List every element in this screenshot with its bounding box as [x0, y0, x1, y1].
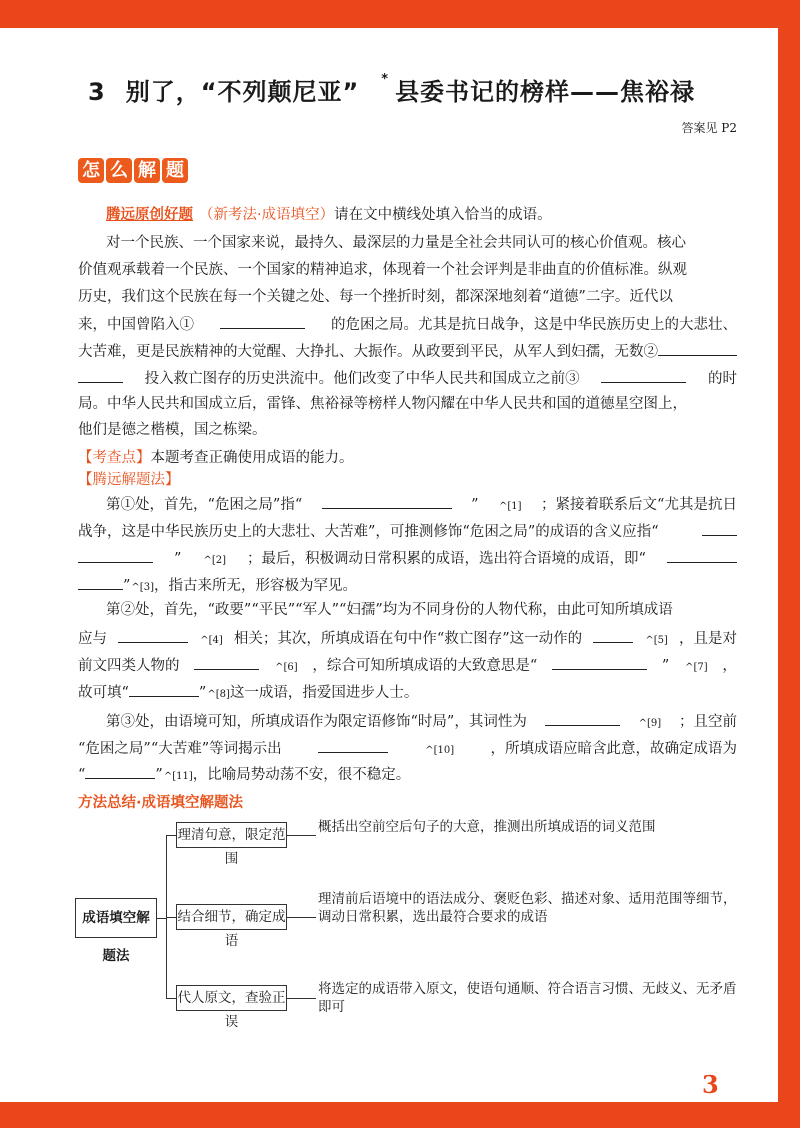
star-mark: *: [381, 72, 390, 87]
badge-char: 么: [106, 158, 132, 183]
fill-in-blank: [118, 626, 188, 643]
text-line: [78, 762, 737, 784]
text-segment: 的时: [707, 371, 737, 387]
text-line: [78, 232, 737, 254]
question-tag: （新考法·成语填空）: [199, 207, 335, 223]
text-segment: ；且空前: [679, 714, 737, 730]
text-line: [78, 709, 737, 731]
connector-line: [157, 918, 166, 919]
footnote-marker: ^[8]: [207, 689, 230, 700]
text-line: [78, 259, 737, 281]
footnote-marker: ^[6]: [275, 662, 298, 673]
connector-line: [166, 917, 176, 918]
lesson-title-part1: 别了，“不列颠尼亚”: [125, 78, 360, 106]
page-number: 3: [702, 1070, 719, 1099]
key-point: [78, 446, 354, 467]
connector-line: [287, 835, 316, 836]
text-segment: “: [78, 767, 86, 783]
text-line: [78, 366, 737, 388]
branch-description: 概括出空前空后句子的大意，推测出所填成语的词义范围: [318, 819, 656, 835]
text-line: [78, 680, 737, 702]
text-line: [78, 339, 737, 361]
diagram-branch: 结合细节，确定成语: [176, 904, 287, 930]
text-segment: 对一个民族、一个国家来说，最持久、最深层的力量是全社会共同认可的核心价值观。核心: [106, 235, 686, 251]
fill-in-blank: [78, 573, 123, 590]
text-segment: 局。中华人民共和国成立后，雷锋、焦裕禄等榜样人物闪耀在中华人民共和国的道德星空图上，: [78, 396, 687, 412]
text-segment: 相关；其次，所填成语在句中作“救亡图存”这一动作的: [233, 631, 583, 647]
fill-in-blank: [667, 546, 737, 563]
fill-in-blank: [702, 519, 737, 536]
method-label: 【腾远解题法】: [78, 472, 180, 488]
connector-line: [166, 835, 176, 836]
fill-in-blank: [552, 653, 647, 670]
question-heading: [106, 203, 552, 224]
text-segment: ”: [198, 685, 207, 701]
fill-in-blank: [593, 626, 633, 643]
text-segment: 这一成语，指爱国进步人士。: [229, 685, 419, 701]
text-segment: ”: [174, 551, 182, 567]
text-line: [78, 393, 737, 415]
fill-in-blank: [220, 312, 305, 329]
text-segment: 投入救亡图存的历史洪流中。他们改变了中华人民共和国成立之前③: [144, 371, 580, 387]
text-segment: 历史，我们这个民族在每一个关键之处、每一个挫折时刻，都深深地刻着“道德”二字。近代以: [78, 289, 673, 305]
lesson-title: [88, 72, 695, 107]
diagram-root: 成语填空解题法: [75, 898, 157, 938]
fill-in-blank: [318, 736, 388, 753]
text-line: [78, 626, 737, 648]
text-segment: 价值观承载着一个民族、一个国家的精神追求，体现着一个社会评判是非曲直的价值标准。纵观: [78, 262, 687, 278]
fill-in-blank: [129, 680, 199, 697]
section-badge: [78, 158, 188, 183]
badge-char: 题: [162, 158, 188, 183]
text-segment: ，且是对: [678, 631, 737, 647]
text-segment: ；紧接着联系后文“尤其是抗日: [541, 497, 737, 513]
text-segment: ，所填成语应暗含此意，故确定成语为: [490, 741, 737, 757]
question-instruction: 请在文中横线处填入恰当的成语。: [334, 207, 552, 223]
text-segment: ，: [722, 658, 737, 674]
text-segment: 第①处，首先，“危困之局”指“: [106, 497, 303, 513]
branch-description: 理清前后语境中的语法成分、褒贬色彩、描述对象、适用范围等细节，调动日常积累，选出最符合要求的成语: [318, 891, 737, 925]
footnote-marker: ^[1]: [499, 501, 522, 512]
connector-line: [287, 998, 316, 999]
fill-in-blank: [85, 762, 155, 779]
text-segment: 来，中国曾陷入①: [78, 317, 194, 333]
text-segment: 大苦难，更是民族精神的大觉醒、大挣扎、大振作。从政要到平民，从军人到妇孺，无数②: [78, 344, 658, 360]
key-point-label: 【考查点】: [78, 450, 151, 466]
fill-in-blank: [322, 492, 452, 509]
fill-in-blank: [78, 366, 123, 383]
text-segment: 他们是德之楷模，国之栋梁。: [78, 422, 267, 438]
fill-in-blank: [78, 546, 153, 563]
lesson-number: 3: [88, 78, 106, 106]
footnote-marker: ^[9]: [638, 718, 662, 729]
footnote-marker: ^[2]: [203, 555, 226, 566]
key-point-text: 本题考查正确使用成语的能力。: [150, 450, 354, 466]
fill-in-blank: [601, 366, 686, 383]
text-segment: ，综合可知所填成语的大致意思是“: [312, 658, 538, 674]
text-segment: 第②处，首先，“政要”“平民”“军人”“妇孺”均为不同身份的人物代称，由此可知所填成语: [106, 602, 673, 618]
page-frame-bottom: [0, 1102, 800, 1128]
footnote-marker: ^[5]: [645, 635, 668, 646]
footnote-marker: ^[4]: [200, 635, 223, 646]
fill-in-blank: [545, 709, 620, 726]
text-segment: ；最后，积极调动日常积累的成语，选出符合语境的成语，即“: [247, 551, 646, 567]
text-line: [78, 573, 737, 595]
text-segment: ”: [123, 578, 131, 594]
diagram-branch: 代人原文，查验正误: [176, 985, 287, 1011]
text-line: [78, 419, 737, 441]
footnote-marker: ^[10]: [425, 745, 455, 756]
text-segment: ”: [471, 497, 479, 513]
summary-title: 方法总结·成语填空解题法: [78, 795, 244, 811]
branch-description: 将选定的成语带入原文，使语句通顺、符合语言习惯、无歧义、无矛盾即可: [318, 981, 737, 1015]
answer-reference: 答案见 P2: [681, 121, 737, 135]
text-line: [78, 492, 737, 514]
text-segment: ”: [661, 658, 670, 674]
text-line: [78, 286, 737, 308]
text-segment: 战争，这是中华民族历史上的大悲壮、大苦难”，可推测修饰“危困之局”的成语的含义应指“: [78, 524, 659, 540]
text-segment: 的危困之局。尤其是抗日战争，这是中华民族历史上的大悲壮、: [331, 317, 737, 333]
text-line: [78, 546, 737, 568]
fill-in-blank: [194, 653, 259, 670]
text-segment: 应与: [78, 631, 107, 647]
text-segment: ，比喻局势动荡不安，很不稳定。: [192, 767, 411, 783]
lesson-title-part2: 县委书记的榜样——焦裕禄: [395, 78, 696, 106]
footnote-marker: ^[3]: [131, 582, 154, 593]
text-line: [78, 599, 737, 621]
text-line: [78, 519, 737, 541]
diagram-branch: 理清句意，限定范围: [176, 822, 287, 848]
text-segment: 第③处，由语境可知，所填成语作为限定语修饰“时局”，其词性为: [106, 714, 527, 730]
footnote-marker: ^[11]: [163, 771, 193, 782]
text-segment: ，指古来所无，形容极为罕见。: [153, 578, 357, 594]
connector-line: [287, 917, 316, 918]
page-frame-right: [778, 0, 800, 1128]
connector-line: [166, 998, 176, 999]
text-segment: 故可填“: [78, 685, 129, 701]
fill-in-blank: [658, 339, 737, 356]
text-segment: “危困之局”“大苦难”等词揭示出: [78, 741, 282, 757]
text-line: [78, 653, 737, 675]
footnote-marker: ^[7]: [685, 662, 708, 673]
text-line: [78, 312, 737, 334]
text-segment: 前文四类人物的: [78, 658, 180, 674]
page-frame-top: [0, 0, 800, 28]
text-segment: ”: [155, 767, 163, 783]
badge-char: 解: [134, 158, 160, 183]
text-line: [78, 736, 737, 758]
badge-char: 怎: [78, 158, 104, 183]
question-label: 腾远原创好题: [106, 207, 193, 223]
